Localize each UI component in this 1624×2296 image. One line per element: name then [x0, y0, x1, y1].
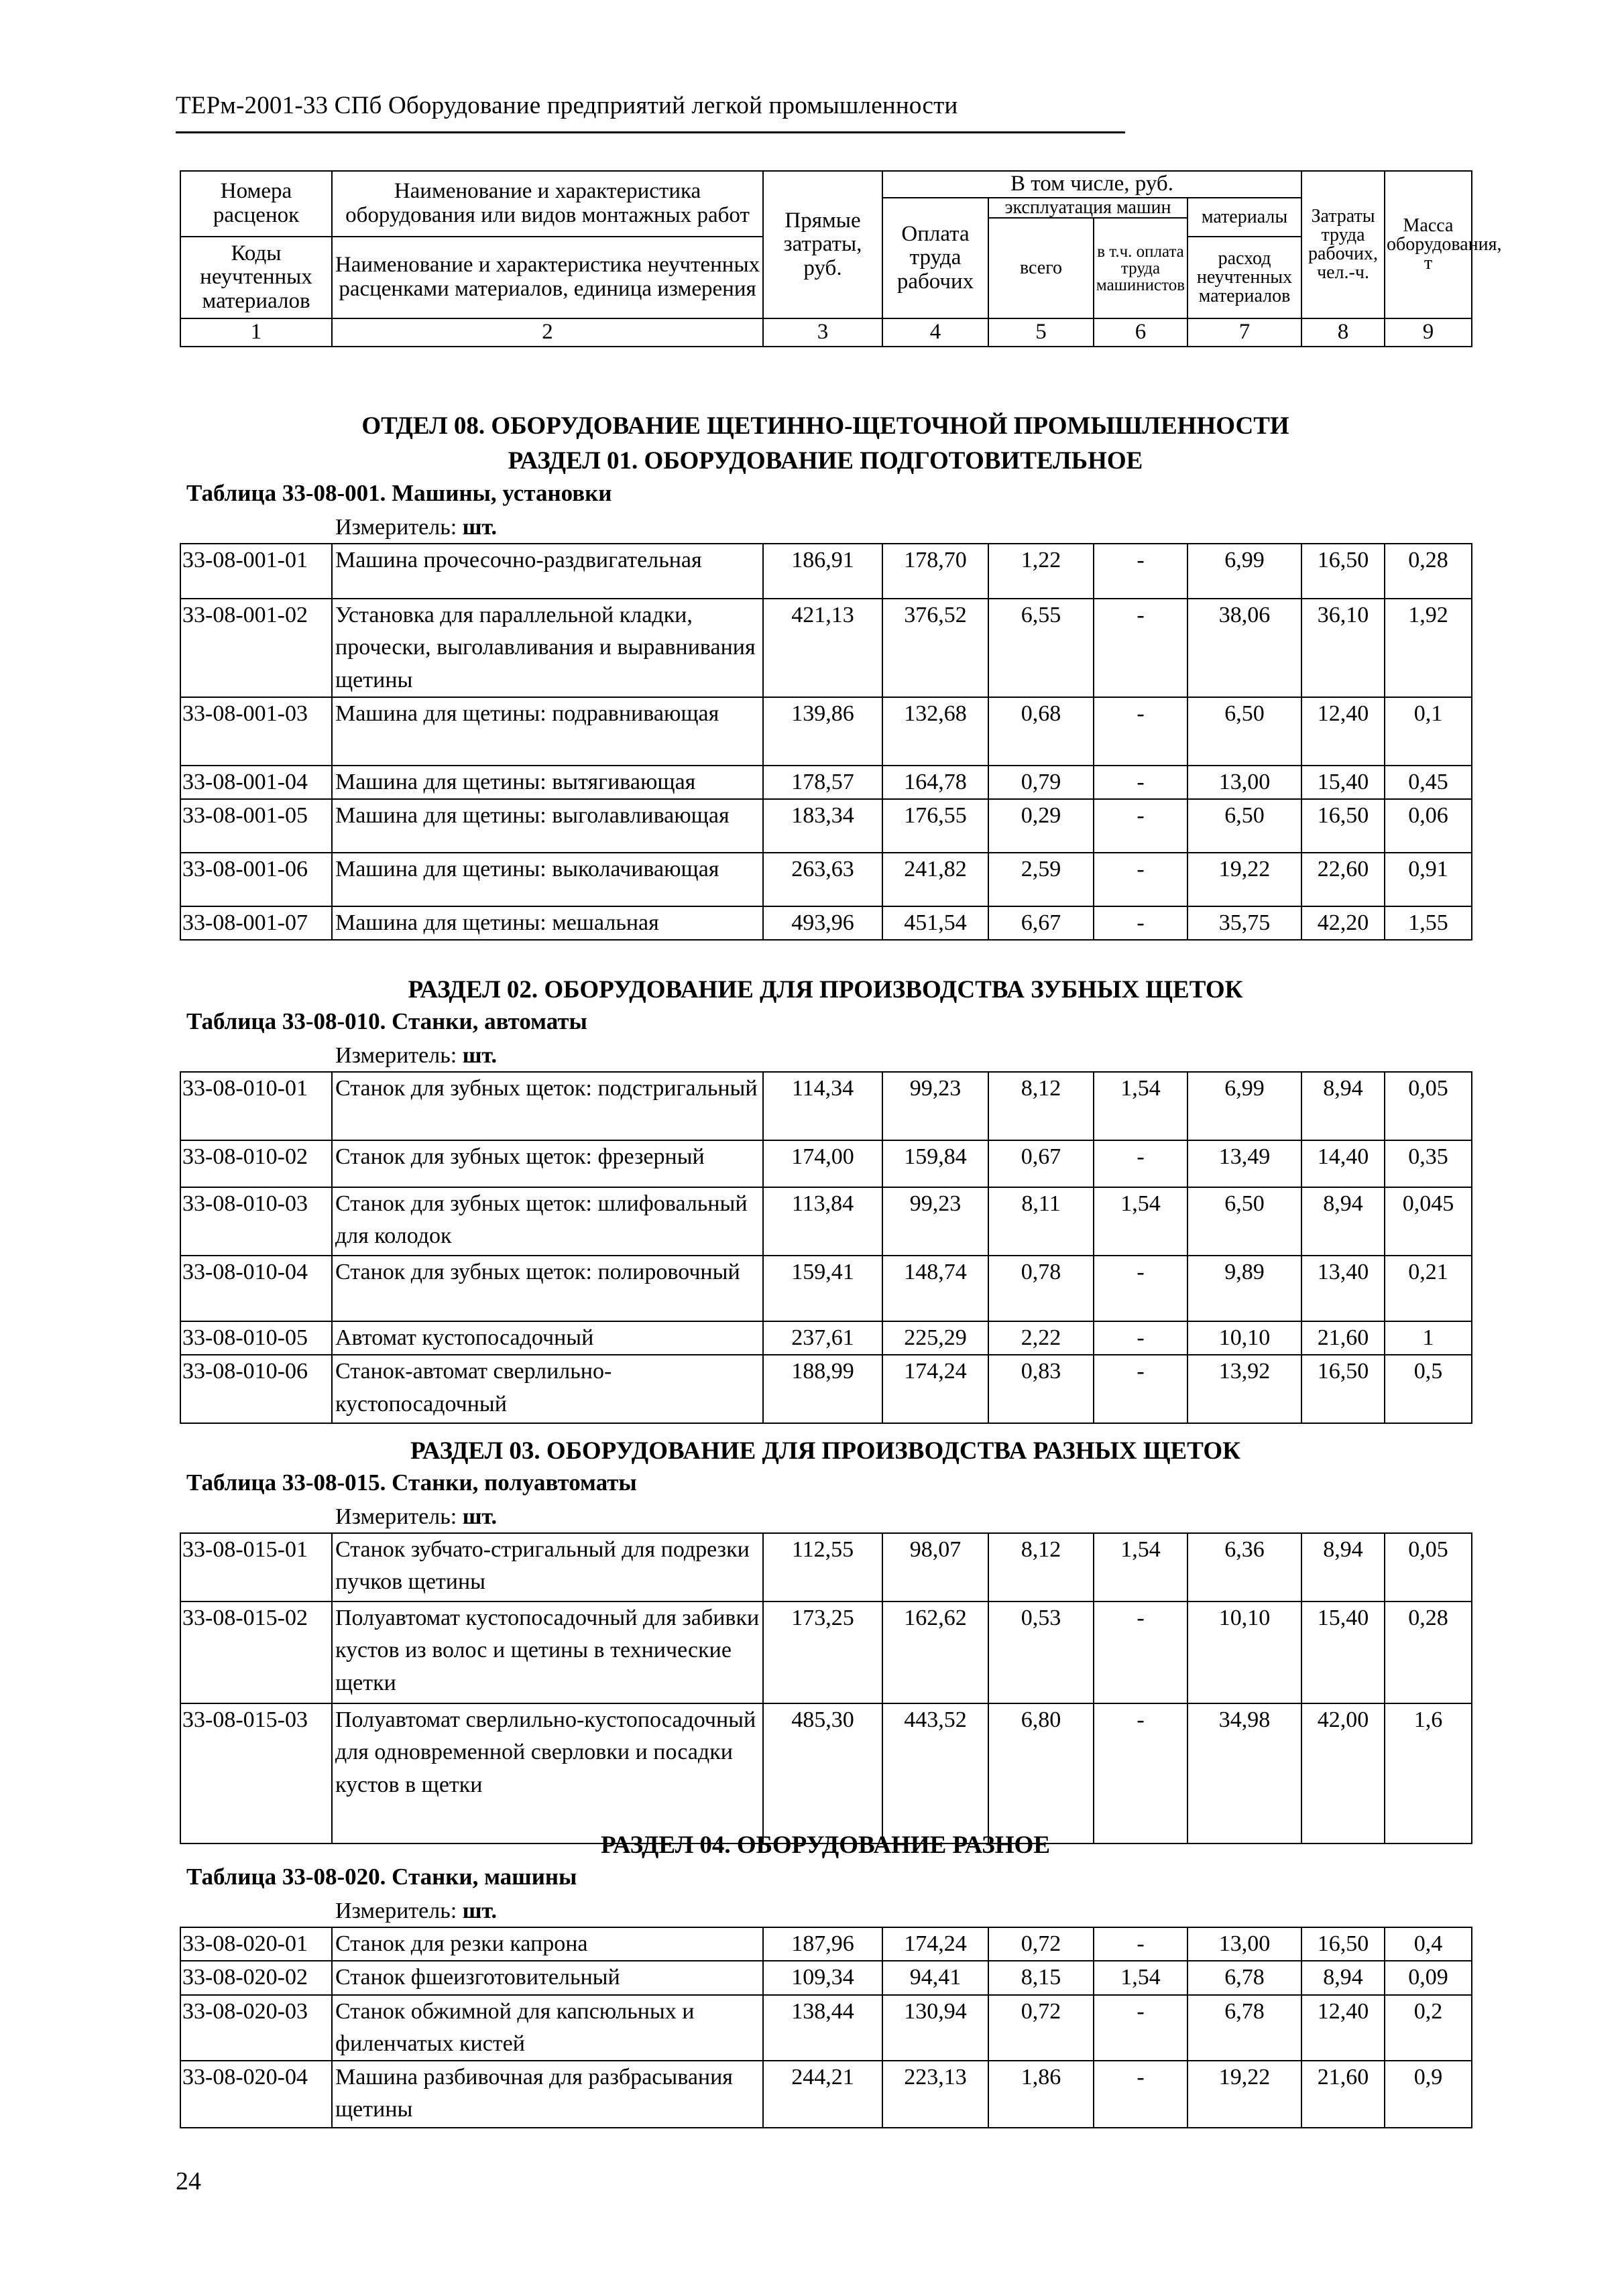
value-mach-labor: -: [1094, 1703, 1187, 1844]
value-hours: 15,40: [1301, 766, 1385, 799]
value-direct: 159,41: [763, 1256, 882, 1321]
value-mach-labor: -: [1094, 1927, 1187, 1961]
value-mass: 0,28: [1385, 1602, 1472, 1703]
table-row: [180, 1995, 1472, 2061]
col-header-name-top: Наименование и характеристика оборудования или видов монтажных работ: [332, 171, 763, 237]
column-number: 7: [1187, 318, 1301, 347]
value-labor: 376,52: [882, 599, 988, 697]
value-mat: 34,98: [1187, 1703, 1301, 1844]
rate-code: 33-08-010-01: [180, 1072, 332, 1140]
value-labor: 130,94: [882, 1995, 988, 2061]
equipment-name: Станок для зубных щеток: фрезерный: [332, 1140, 763, 1187]
unit-label-text: Измеритель:: [335, 1043, 457, 1068]
value-direct: 173,25: [763, 1602, 882, 1703]
table-title: Таблица 33-08-010. Станки, автоматы: [186, 1008, 587, 1034]
value-labor: 174,24: [882, 1355, 988, 1423]
column-header-table: [180, 170, 1502, 347]
page-number: 24: [176, 2167, 201, 2195]
value-mat: 13,92: [1187, 1355, 1301, 1423]
rate-code: 33-08-010-04: [180, 1256, 332, 1321]
value-mass: 1,92: [1385, 599, 1472, 697]
rate-code: 33-08-001-02: [180, 599, 332, 697]
value-direct: 114,34: [763, 1072, 882, 1140]
value-mach-labor: 1,54: [1094, 1961, 1187, 1994]
value-direct: 186,91: [763, 544, 882, 599]
table-row: [180, 1072, 1472, 1140]
col-header-machinist-pay: в т.ч. оплата труда машинистов: [1094, 218, 1187, 318]
col-header-machines: эксплуатация машин: [988, 198, 1187, 218]
section-title: РАЗДЕЛ 01. ОБОРУДОВАНИЕ ПОДГОТОВИТЕЛЬНОЕ: [508, 447, 1143, 475]
value-mat: 6,99: [1187, 544, 1301, 599]
value-labor: 99,23: [882, 1187, 988, 1256]
value-labor: 94,41: [882, 1961, 988, 1994]
value-labor: 223,13: [882, 2061, 988, 2128]
value-direct: 263,63: [763, 853, 882, 906]
value-mach: 0,67: [988, 1140, 1094, 1187]
value-mat: 9,89: [1187, 1256, 1301, 1321]
value-mat: 19,22: [1187, 2061, 1301, 2128]
unit-label: [335, 1043, 497, 1069]
value-direct: 112,55: [763, 1533, 882, 1602]
value-mach: 0,79: [988, 766, 1094, 799]
value-hours: 8,94: [1301, 1187, 1385, 1256]
value-hours: 13,40: [1301, 1256, 1385, 1321]
value-direct: 421,13: [763, 599, 882, 697]
unit-label: [335, 1898, 497, 1924]
value-mat: 13,49: [1187, 1140, 1301, 1187]
unit-label-text: Измеритель:: [335, 1898, 457, 1923]
col-header-material-use: расход неучтенных материалов: [1187, 237, 1301, 318]
value-mach-labor: -: [1094, 1321, 1187, 1355]
equipment-name: Автомат кустопосадочный: [332, 1321, 763, 1355]
column-number: 6: [1094, 318, 1187, 347]
table-row: [180, 1703, 1472, 1844]
equipment-name: Машина для щетины: мешальная: [332, 906, 763, 940]
value-mass: 1,55: [1385, 906, 1472, 940]
equipment-name: Станок обжимной для капсюльных и филенчатых кистей: [332, 1995, 763, 2061]
value-mass: 0,91: [1385, 853, 1472, 906]
table-row: [180, 697, 1472, 766]
value-mat: 6,36: [1187, 1533, 1301, 1602]
rates-table: [180, 1927, 1472, 2128]
unit-value: шт.: [462, 1504, 498, 1529]
value-mach: 0,29: [988, 799, 1094, 853]
value-mass: 0,05: [1385, 1533, 1472, 1602]
column-number: 2: [332, 318, 763, 347]
rate-code: 33-08-001-03: [180, 697, 332, 766]
value-hours: 42,20: [1301, 906, 1385, 940]
value-mat: 6,50: [1187, 799, 1301, 853]
column-number: 1: [180, 318, 332, 347]
rate-code: 33-08-010-06: [180, 1355, 332, 1423]
value-mach: 8,12: [988, 1072, 1094, 1140]
equipment-name: Полуавтомат кустопосадочный для забивки кустов из волос и щетины в технические щетки: [332, 1602, 763, 1703]
value-mat: 13,00: [1187, 1927, 1301, 1961]
value-labor: 451,54: [882, 906, 988, 940]
table-row: [180, 1256, 1472, 1321]
value-mach: 0,78: [988, 1256, 1094, 1321]
rate-code: 33-08-001-05: [180, 799, 332, 853]
rates-table: [180, 1532, 1472, 1844]
unit-label: [335, 1504, 497, 1530]
equipment-name: Машина прочесочно-раздвигательная: [332, 544, 763, 599]
table-row: [180, 599, 1472, 697]
section-title: РАЗДЕЛ 04. ОБОРУДОВАНИЕ РАЗНОЕ: [601, 1831, 1050, 1859]
table-row: [180, 853, 1472, 906]
table-row: [180, 1927, 1472, 1961]
value-direct: 183,34: [763, 799, 882, 853]
value-mach-labor: -: [1094, 906, 1187, 940]
value-hours: 12,40: [1301, 697, 1385, 766]
equipment-name: Машина для щетины: выколачивающая: [332, 853, 763, 906]
value-labor: 443,52: [882, 1703, 988, 1844]
value-hours: 16,50: [1301, 799, 1385, 853]
value-labor: 241,82: [882, 853, 988, 906]
value-labor: 225,29: [882, 1321, 988, 1355]
col-header-codes-bottom: Коды неучтенных материалов: [180, 237, 332, 318]
value-hours: 12,40: [1301, 1995, 1385, 2061]
rate-code: 33-08-015-01: [180, 1533, 332, 1602]
table-row: [180, 1961, 1472, 1994]
value-mach-labor: -: [1094, 2061, 1187, 2128]
col-header-mass: Масса оборудования, т: [1385, 171, 1472, 318]
value-mass: 0,35: [1385, 1140, 1472, 1187]
value-mach-labor: -: [1094, 1355, 1187, 1423]
equipment-name: Машина для щетины: выголавливающая: [332, 799, 763, 853]
value-hours: 14,40: [1301, 1140, 1385, 1187]
table-row: [180, 2061, 1472, 2128]
rate-code: 33-08-020-03: [180, 1995, 332, 2061]
col-header-machines-total: всего: [988, 218, 1094, 318]
rate-code: 33-08-020-04: [180, 2061, 332, 2128]
value-mach: 0,83: [988, 1355, 1094, 1423]
unit-value: шт.: [462, 515, 498, 540]
value-hours: 16,50: [1301, 1355, 1385, 1423]
value-hours: 8,94: [1301, 1961, 1385, 1994]
rate-code: 33-08-001-01: [180, 544, 332, 599]
rate-code: 33-08-020-01: [180, 1927, 332, 1961]
value-hours: 16,50: [1301, 544, 1385, 599]
rate-code: 33-08-015-03: [180, 1703, 332, 1844]
value-mass: 1,6: [1385, 1703, 1472, 1844]
rate-code: 33-08-015-02: [180, 1602, 332, 1703]
rate-code: 33-08-010-02: [180, 1140, 332, 1187]
col-header-labor: Оплата труда рабочих: [882, 198, 988, 318]
value-direct: 493,96: [763, 906, 882, 940]
table-row: [180, 1321, 1472, 1355]
value-mach: 8,11: [988, 1187, 1094, 1256]
value-mat: 6,78: [1187, 1995, 1301, 2061]
col-header-codes-top: Номера расценок: [180, 171, 332, 237]
equipment-name: Станок для зубных щеток: полировочный: [332, 1256, 763, 1321]
equipment-name: Станок-автомат сверлильно-кустопосадочный: [332, 1355, 763, 1423]
equipment-name: Машина разбивочная для разбрасывания щетины: [332, 2061, 763, 2128]
value-mach-labor: -: [1094, 799, 1187, 853]
equipment-name: Станок для резки капрона: [332, 1927, 763, 1961]
rate-code: 33-08-010-03: [180, 1187, 332, 1256]
value-mass: 0,09: [1385, 1961, 1472, 1994]
column-number: 5: [988, 318, 1094, 347]
equipment-name: Машина для щетины: подравнивающая: [332, 697, 763, 766]
value-labor: 148,74: [882, 1256, 988, 1321]
col-header-labor-hours: Затраты труда рабочих, чел.-ч.: [1301, 171, 1385, 318]
value-direct: 188,99: [763, 1355, 882, 1423]
col-header-group: В том числе, руб.: [882, 171, 1301, 198]
value-hours: 22,60: [1301, 853, 1385, 906]
value-mat: 6,78: [1187, 1961, 1301, 1994]
value-mach: 0,72: [988, 1927, 1094, 1961]
value-labor: 132,68: [882, 697, 988, 766]
value-labor: 174,24: [882, 1927, 988, 1961]
value-mach: 6,55: [988, 599, 1094, 697]
value-mach: 1,86: [988, 2061, 1094, 2128]
value-mass: 0,1: [1385, 697, 1472, 766]
column-number: 4: [882, 318, 988, 347]
table-title: Таблица 33-08-015. Станки, полуавтоматы: [186, 1469, 637, 1496]
value-hours: 21,60: [1301, 2061, 1385, 2128]
value-mat: 13,00: [1187, 766, 1301, 799]
value-mach-labor: -: [1094, 1995, 1187, 2061]
column-numbers-row: [180, 318, 1472, 347]
value-mass: 0,4: [1385, 1927, 1472, 1961]
equipment-name: Станок для зубных щеток: шлифовальный для колодок: [332, 1187, 763, 1256]
value-mach: 6,67: [988, 906, 1094, 940]
value-mach-labor: -: [1094, 853, 1187, 906]
value-labor: 178,70: [882, 544, 988, 599]
table-row: [180, 1187, 1472, 1256]
unit-label: [335, 515, 497, 540]
value-mass: 0,9: [1385, 2061, 1472, 2128]
equipment-name: Полуавтомат сверлильно-кустопосадочный для одновременной сверловки и посадки кустов в щетки: [332, 1703, 763, 1844]
value-mach: 8,15: [988, 1961, 1094, 1994]
value-hours: 8,94: [1301, 1072, 1385, 1140]
equipment-name: Машина для щетины: вытягивающая: [332, 766, 763, 799]
value-mach-labor: 1,54: [1094, 1187, 1187, 1256]
equipment-name: Станок для зубных щеток: подстригальный: [332, 1072, 763, 1140]
value-hours: 36,10: [1301, 599, 1385, 697]
value-mach-labor: -: [1094, 697, 1187, 766]
value-mass: 0,2: [1385, 1995, 1472, 2061]
value-labor: 159,84: [882, 1140, 988, 1187]
value-hours: 21,60: [1301, 1321, 1385, 1355]
value-mach-labor: -: [1094, 1140, 1187, 1187]
value-hours: 15,40: [1301, 1602, 1385, 1703]
value-direct: 174,00: [763, 1140, 882, 1187]
rate-code: 33-08-010-05: [180, 1321, 332, 1355]
value-direct: 109,34: [763, 1961, 882, 1994]
value-mach-labor: 1,54: [1094, 1072, 1187, 1140]
table-row: [180, 1602, 1472, 1703]
value-mach-labor: -: [1094, 1256, 1187, 1321]
value-mach: 2,59: [988, 853, 1094, 906]
col-header-name-bottom: Наименование и характеристика неучтенных расценками материалов, единица измерения: [332, 237, 763, 318]
value-mach: 1,22: [988, 544, 1094, 599]
value-mach-labor: -: [1094, 599, 1187, 697]
value-direct: 138,44: [763, 1995, 882, 2061]
department-title: ОТДЕЛ 08. ОБОРУДОВАНИЕ ЩЕТИННО-ЩЕТОЧНОЙ ПРОМЫШЛЕННОСТИ: [361, 412, 1289, 440]
value-mat: 6,50: [1187, 1187, 1301, 1256]
value-mach: 0,72: [988, 1995, 1094, 2061]
unit-value: шт.: [462, 1043, 498, 1068]
table-row: [180, 766, 1472, 799]
value-labor: 162,62: [882, 1602, 988, 1703]
section-title: РАЗДЕЛ 02. ОБОРУДОВАНИЕ ДЛЯ ПРОИЗВОДСТВА ЗУБНЫХ ЩЕТОК: [408, 976, 1243, 1004]
table-row: [180, 1355, 1472, 1423]
equipment-name: Станок фшеизготовительный: [332, 1961, 763, 1994]
value-direct: 139,86: [763, 697, 882, 766]
equipment-name: Станок зубчато-стригальный для подрезки пучков щетины: [332, 1533, 763, 1602]
value-direct: 485,30: [763, 1703, 882, 1844]
value-mass: 0,05: [1385, 1072, 1472, 1140]
value-labor: 99,23: [882, 1072, 988, 1140]
equipment-name: Установка для параллельной кладки, прочески, выголавливания и выравнивания щетины: [332, 599, 763, 697]
rate-code: 33-08-001-07: [180, 906, 332, 940]
table-row: [180, 544, 1472, 599]
value-mat: 19,22: [1187, 853, 1301, 906]
value-mass: 0,45: [1385, 766, 1472, 799]
value-direct: 244,21: [763, 2061, 882, 2128]
value-mach-labor: 1,54: [1094, 1533, 1187, 1602]
rate-code: 33-08-020-02: [180, 1961, 332, 1994]
value-mach: 8,12: [988, 1533, 1094, 1602]
header-rule: [176, 131, 1125, 133]
table-row: [180, 799, 1472, 853]
value-direct: 237,61: [763, 1321, 882, 1355]
table-title: Таблица 33-08-020. Станки, машины: [186, 1864, 577, 1890]
value-hours: 42,00: [1301, 1703, 1385, 1844]
value-mass: 0,045: [1385, 1187, 1472, 1256]
value-mach: 0,68: [988, 697, 1094, 766]
value-mass: 0,28: [1385, 544, 1472, 599]
value-mass: 0,21: [1385, 1256, 1472, 1321]
value-mat: 10,10: [1187, 1602, 1301, 1703]
value-mach: 6,80: [988, 1703, 1094, 1844]
value-hours: 8,94: [1301, 1533, 1385, 1602]
value-hours: 16,50: [1301, 1927, 1385, 1961]
table-row: [180, 1533, 1472, 1602]
rates-table: [180, 1071, 1472, 1424]
rate-code: 33-08-001-06: [180, 853, 332, 906]
unit-value: шт.: [462, 1898, 498, 1923]
value-mat: 6,50: [1187, 697, 1301, 766]
value-direct: 187,96: [763, 1927, 882, 1961]
column-number: 3: [763, 318, 882, 347]
page-header: ТЕРм-2001-33 СПб Оборудование предприятий легкой промышленности: [176, 92, 958, 119]
value-mass: 0,06: [1385, 799, 1472, 853]
column-number: 8: [1301, 318, 1385, 347]
rate-code: 33-08-001-04: [180, 766, 332, 799]
unit-label-text: Измеритель:: [335, 515, 457, 540]
section-title: РАЗДЕЛ 03. ОБОРУДОВАНИЕ ДЛЯ ПРОИЗВОДСТВА РАЗНЫХ ЩЕТОК: [410, 1437, 1240, 1465]
value-mat: 35,75: [1187, 906, 1301, 940]
column-number: 9: [1385, 318, 1472, 347]
value-labor: 98,07: [882, 1533, 988, 1602]
value-direct: 178,57: [763, 766, 882, 799]
value-mach: 0,53: [988, 1602, 1094, 1703]
value-mat: 6,99: [1187, 1072, 1301, 1140]
col-header-materials: материалы: [1187, 198, 1301, 237]
unit-label-text: Измеритель:: [335, 1504, 457, 1529]
value-labor: 176,55: [882, 799, 988, 853]
value-labor: 164,78: [882, 766, 988, 799]
table-row: [180, 906, 1472, 940]
value-mass: 1: [1385, 1321, 1472, 1355]
value-mach: 2,22: [988, 1321, 1094, 1355]
value-mass: 0,5: [1385, 1355, 1472, 1423]
value-direct: 113,84: [763, 1187, 882, 1256]
value-mat: 38,06: [1187, 599, 1301, 697]
col-header-direct: Прямые затраты, руб.: [763, 171, 882, 318]
value-mat: 10,10: [1187, 1321, 1301, 1355]
value-mach-labor: -: [1094, 1602, 1187, 1703]
value-mach-labor: -: [1094, 544, 1187, 599]
table-title: Таблица 33-08-001. Машины, установки: [186, 480, 612, 506]
rates-table: [180, 543, 1472, 941]
table-row: [180, 1140, 1472, 1187]
value-mach-labor: -: [1094, 766, 1187, 799]
